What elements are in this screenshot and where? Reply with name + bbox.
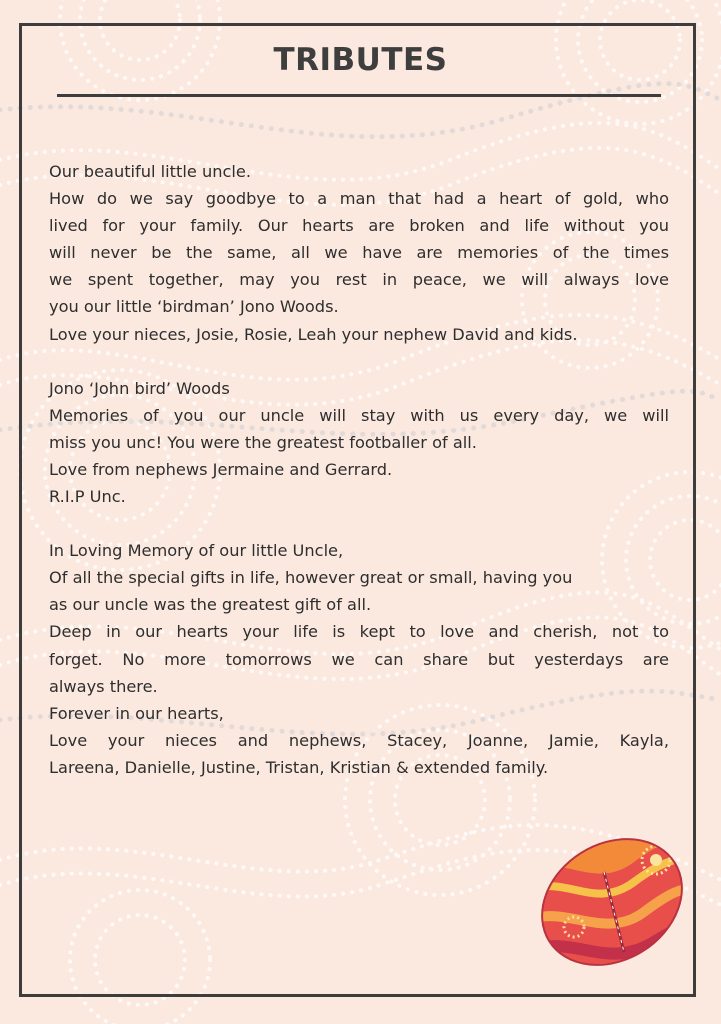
tribute-3 — [49, 537, 669, 781]
tribute-line: miss you unc! You were the greatest footballer of all. — [49, 432, 477, 452]
tribute-line: will never be the same, all we have are memories of the times — [49, 243, 669, 263]
tribute-line: Deep in our hearts your life is kept to love and cherish, not to — [49, 622, 669, 642]
tribute-line: lived for your family. Our hearts are broken and life without you — [49, 216, 669, 236]
page-title: TRIBUTES — [273, 42, 448, 78]
tribute-line: How do we say goodbye to a man that had a heart of gold, who — [49, 189, 669, 209]
tribute-signoff: Love from nephews Jermaine and Gerrard. — [49, 459, 393, 479]
tribute-line: always there. — [49, 676, 158, 696]
tribute-line: we spent together, may you rest in peace, we will always love — [49, 270, 669, 290]
tribute-line: Love your nieces and nephews, Stacey, Joanne, Jamie, Kayla, — [49, 730, 669, 750]
aboriginal-art-football-icon — [534, 832, 690, 972]
title-divider — [57, 94, 661, 97]
tribute-line: as our uncle was the greatest gift of all. — [49, 595, 372, 615]
tribute-line: Forever in our hearts, — [49, 703, 224, 723]
tribute-signoff: Love your nieces, Josie, Rosie, Leah your nephew David and kids. — [49, 324, 578, 344]
tribute-line: R.I.P Unc. — [49, 487, 126, 507]
tribute-1 — [49, 158, 669, 348]
tribute-line: In Loving Memory of our little Uncle, — [49, 541, 344, 561]
tribute-line: Jono ‘John bird’ Woods — [49, 378, 230, 398]
tribute-line: Memories of you our uncle will stay with us every day, we will — [49, 405, 669, 425]
tribute-2 — [49, 375, 669, 510]
tribute-line: Of all the special gifts in life, however great or small, having you — [49, 568, 573, 588]
tribute-line: you our little ‘birdman’ Jono Woods. — [49, 297, 339, 317]
tribute-line: Our beautiful little uncle. — [49, 162, 251, 181]
tribute-line: forget. No more tomorrows we can share but yesterdays are — [49, 649, 669, 669]
tribute-signoff: Lareena, Danielle, Justine, Tristan, Kristian & extended family. — [49, 757, 549, 777]
tributes-body — [49, 158, 669, 808]
